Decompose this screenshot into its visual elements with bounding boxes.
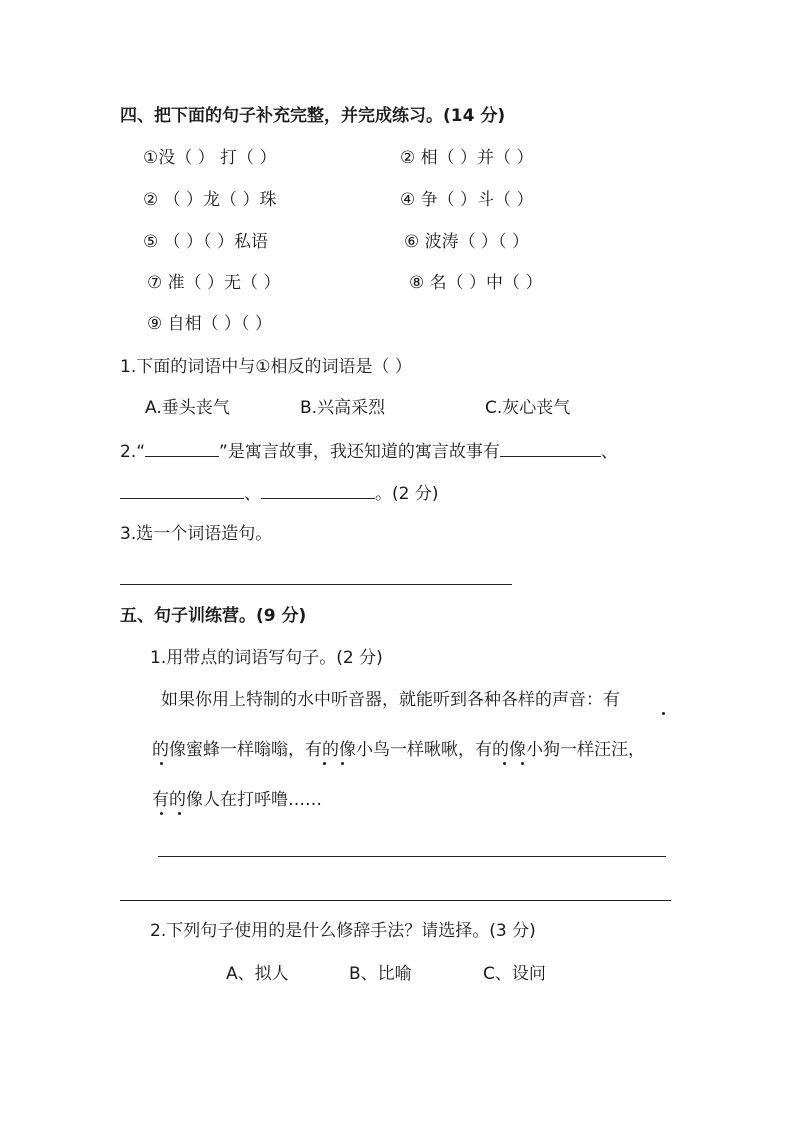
passage-line-3: 有的像人在打呼噜…… <box>152 790 322 810</box>
idiom-item-9: ⑨ 自相（ ）（ ） <box>147 314 272 334</box>
idiom-item-4: ④ 争（ ）斗（ ） <box>400 190 534 210</box>
emphasis-dot <box>521 762 524 765</box>
question-2-line-1 <box>120 440 618 463</box>
emphasis-dot <box>503 762 506 765</box>
emphasis-dot <box>341 762 344 765</box>
idiom-item-6: ⑥ 波涛（ ）（ ） <box>404 232 529 252</box>
question-2-score: 。(2 分) <box>375 484 439 504</box>
option-c: C.灰心丧气 <box>485 398 571 418</box>
separator-2: 、 <box>244 484 261 504</box>
question-1-text: 1.下面的词语中与①相反的词语是（ ） <box>120 357 412 377</box>
fable-answer-blank-2[interactable] <box>120 482 244 499</box>
emphasis-dot <box>323 762 326 765</box>
sentence-answer-line[interactable] <box>120 584 512 585</box>
idiom-item-2: ② 相（ ）并（ ） <box>400 148 534 168</box>
question-2-line-2 <box>120 482 438 505</box>
idiom-item-7: ⑦ 准（ ）无（ ） <box>147 273 281 293</box>
section-4-heading: 四、把下面的句子补充完整，并完成练习。(14 分) <box>120 106 506 126</box>
fable-answer-blank-3[interactable] <box>261 482 375 499</box>
separator-1: 、 <box>600 442 618 462</box>
fable-answer-blank-1[interactable] <box>500 440 601 457</box>
answer-line-2[interactable] <box>120 900 671 901</box>
option-a: A.垂头丧气 <box>145 398 230 418</box>
idiom-item-5: ⑤ （ ）（ ）私语 <box>143 232 268 252</box>
rhetoric-option-c: C、设问 <box>483 964 546 984</box>
emphasis-dot <box>160 812 163 815</box>
section-5-heading: 五、句子训练营。(9 分) <box>120 606 307 626</box>
emphasis-dot <box>160 762 163 765</box>
idiom-item-8: ⑧ 名（ ）中（ ） <box>409 273 543 293</box>
passage-line-2: 的像蜜蜂一样嗡嗡，有的像小鸟一样啾啾，有的像小狗一样汪汪， <box>152 740 645 760</box>
option-b: B.兴高采烈 <box>300 398 386 418</box>
idiom-item-1: ①没（ ） 打（ ） <box>143 148 277 168</box>
question-2-text: ”是寓言故事，我还知道的寓言故事有 <box>219 442 500 462</box>
passage-line-1: 如果你用上特制的水中听音器，就能听到各种各样的声音：有 <box>161 690 620 710</box>
section-5-question-2-title: 2.下列句子使用的是什么修辞手法？请选择。(3 分) <box>150 921 536 941</box>
answer-line-1[interactable] <box>158 856 666 857</box>
emphasis-dot <box>178 812 181 815</box>
question-3-text: 3.选一个词语造句。 <box>120 524 273 544</box>
rhetoric-option-a: A、拟人 <box>226 964 289 984</box>
question-2-open-quote: 2.“ <box>120 442 146 462</box>
emphasis-dot <box>662 712 665 715</box>
idiom-item-3: ② （ ）龙（ ）珠 <box>143 190 277 210</box>
section-5-question-1-title: 1.用带点的词语写句子。(2 分) <box>150 648 383 668</box>
fable-title-blank[interactable] <box>145 440 219 457</box>
rhetoric-option-b: B、比喻 <box>349 964 412 984</box>
